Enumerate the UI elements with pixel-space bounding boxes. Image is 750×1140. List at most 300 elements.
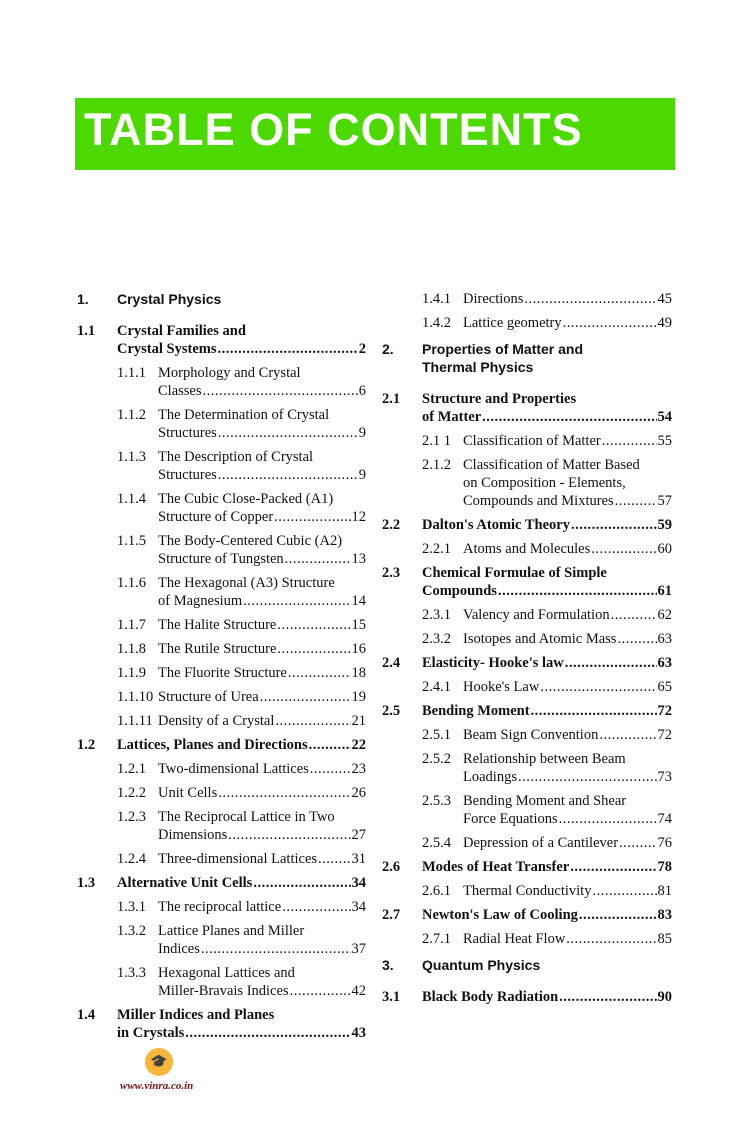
toc-entry-title	[463, 930, 672, 948]
toc-page-number: 6	[358, 383, 366, 399]
toc-entry-title	[463, 314, 672, 332]
toc-title-text: Classification of Matter Based	[463, 457, 640, 473]
toc-title-line	[158, 760, 366, 778]
toc-entry-number: 3.1	[382, 989, 401, 1005]
toc-title-line	[463, 456, 672, 474]
toc-page-number: 12	[351, 509, 366, 525]
dot-leader	[318, 850, 350, 868]
toc-section-entry[interactable]	[382, 516, 672, 534]
toc-subsection-entry[interactable]	[77, 448, 366, 484]
toc-title-line	[158, 424, 366, 442]
toc-entry-title	[422, 702, 672, 720]
toc-page-number: 73	[657, 769, 672, 785]
toc-chapter-entry[interactable]	[382, 956, 672, 974]
toc-subsection-entry[interactable]	[77, 640, 366, 658]
toc-subsection-entry[interactable]	[382, 432, 672, 450]
toc-page-number: 76	[657, 835, 672, 851]
toc-page-number: 78	[657, 859, 672, 875]
toc-entry-title	[117, 1006, 366, 1042]
toc-subsection-entry[interactable]	[382, 606, 672, 624]
toc-subsection-entry[interactable]	[77, 760, 366, 778]
toc-page-number: 16	[351, 641, 366, 657]
dot-leader	[282, 898, 350, 916]
toc-entry-title	[117, 322, 366, 358]
toc-entry-number: 1.2.4	[117, 851, 146, 867]
dot-leader	[563, 314, 657, 332]
toc-title-text: Structure and Properties	[422, 391, 577, 407]
toc-page-number: 34	[351, 875, 366, 891]
dot-leader	[579, 906, 657, 924]
toc-page-number: 61	[657, 583, 672, 599]
toc-section-entry[interactable]	[382, 702, 672, 720]
toc-entry-number: 1.2.1	[117, 761, 146, 777]
toc-entry-number: 1.1.8	[117, 641, 146, 657]
toc-entry-title	[158, 664, 366, 682]
toc-title-text: Two-dimensional Lattices	[158, 761, 309, 777]
toc-entry-number: 1.1.6	[117, 575, 146, 591]
toc-chapter-entry[interactable]	[382, 340, 672, 376]
toc-section-entry[interactable]	[382, 390, 672, 426]
toc-subsection-entry[interactable]	[77, 808, 366, 844]
toc-title-line	[158, 808, 366, 826]
toc-title-text: The Body-Centered Cubic (A2)	[158, 533, 343, 549]
toc-page-number: 42	[351, 983, 366, 999]
dot-leader	[290, 982, 351, 1000]
toc-title-line	[422, 340, 672, 358]
toc-title-text: Unit Cells	[158, 785, 218, 801]
toc-title-text: Bending Moment and Shear	[463, 793, 627, 809]
dot-leader	[218, 466, 358, 484]
toc-title-text: Lattices, Planes and Directions	[117, 737, 308, 753]
toc-entry-title	[117, 874, 366, 892]
toc-title-text: The Rutile Structure	[158, 641, 277, 657]
toc-subsection-entry[interactable]	[77, 490, 366, 526]
toc-entry-number: 2.3.1	[422, 607, 451, 623]
toc-title-text: Hooke's Law	[463, 679, 540, 695]
toc-subsection-entry[interactable]	[77, 784, 366, 802]
toc-title-line	[158, 592, 366, 610]
toc-chapter-entry[interactable]	[77, 290, 366, 308]
dot-leader	[217, 340, 357, 358]
toc-title-line	[463, 678, 672, 696]
toc-title-line	[158, 640, 366, 658]
toc-entry-number: 1.2.2	[117, 785, 146, 801]
toc-subsection-entry[interactable]	[77, 574, 366, 610]
toc-title-line	[463, 432, 672, 450]
toc-title-text: Properties of Matter and	[422, 341, 584, 357]
page-title: TABLE OF CONTENTS	[84, 104, 583, 155]
toc-title-line	[158, 982, 366, 1000]
dot-leader	[309, 736, 351, 754]
toc-entry-title	[158, 448, 366, 484]
toc-entry-title	[422, 390, 672, 426]
toc-title-text: The Fluorite Structure	[158, 665, 287, 681]
toc-title-text: The reciprocal lattice	[158, 899, 282, 915]
toc-title-line	[158, 616, 366, 634]
toc-entry-number: 2.7	[382, 907, 401, 923]
toc-title-text: Thermal Physics	[422, 359, 534, 375]
toc-entry-title	[463, 290, 672, 308]
toc-title-line	[117, 1006, 366, 1024]
toc-entry-number: 2.5.1	[422, 727, 451, 743]
toc-page-number: 2	[358, 341, 366, 357]
toc-subsection-entry[interactable]	[382, 678, 672, 696]
toc-page-number: 31	[351, 851, 366, 867]
toc-title-text: Structure of Urea	[158, 689, 259, 705]
toc-entry-number: 2.2.1	[422, 541, 451, 557]
toc-page-number: 59	[657, 517, 672, 533]
dot-leader	[277, 616, 350, 634]
toc-entry-number: 1.1.4	[117, 491, 146, 507]
toc-subsection-entry[interactable]	[77, 364, 366, 400]
toc-title-line	[158, 382, 366, 400]
toc-title-text: Quantum Physics	[422, 957, 541, 973]
toc-subsection-entry[interactable]	[382, 930, 672, 948]
toc-page-number: 54	[657, 409, 672, 425]
dot-leader	[565, 654, 657, 672]
toc-section-entry[interactable]	[382, 858, 672, 876]
toc-title-line	[463, 768, 672, 786]
toc-title-text: Indices	[158, 941, 200, 957]
toc-section-entry[interactable]	[382, 654, 672, 672]
dot-leader	[498, 582, 657, 600]
dot-leader	[218, 784, 350, 802]
toc-entry-number: 1.1.2	[117, 407, 146, 423]
toc-title-text: Crystal Families and	[117, 323, 246, 339]
footer-website[interactable]: www.vinra.co.in	[120, 1080, 194, 1092]
toc-entry-number: 1.2.3	[117, 809, 146, 825]
toc-subsection-entry[interactable]	[77, 616, 366, 634]
toc-entry-number: 1.3.2	[117, 923, 146, 939]
toc-title-text: Beam Sign Convention	[463, 727, 599, 743]
toc-title-text: Miller-Bravais Indices	[158, 983, 289, 999]
dot-leader	[524, 290, 656, 308]
toc-subsection-entry[interactable]	[382, 726, 672, 744]
toc-title-text: Lattice geometry	[463, 315, 562, 331]
toc-page-number: 22	[351, 737, 366, 753]
toc-title-line	[463, 726, 672, 744]
dot-leader	[599, 726, 656, 744]
toc-title-line	[422, 358, 672, 376]
toc-page-number: 19	[351, 689, 366, 705]
toc-entry-number: 2.1 1	[422, 433, 451, 449]
toc-page-number: 63	[657, 631, 672, 647]
toc-title-text: Alternative Unit Cells	[117, 875, 253, 891]
toc-section-entry[interactable]	[382, 564, 672, 600]
toc-subsection-entry[interactable]	[77, 964, 366, 1000]
toc-entry-title	[158, 364, 366, 400]
toc-page-number: 57	[657, 493, 672, 509]
toc-title-line	[463, 290, 672, 308]
toc-title-line	[158, 964, 366, 982]
toc-entry-title	[463, 882, 672, 900]
toc-page-number: 83	[657, 907, 672, 923]
toc-entry-title	[158, 574, 366, 610]
toc-section-entry[interactable]	[382, 988, 672, 1006]
toc-page-number: 74	[657, 811, 672, 827]
toc-title-line	[463, 630, 672, 648]
toc-entry-number: 1.4.1	[422, 291, 451, 307]
toc-title-text: Radial Heat Flow	[463, 931, 566, 947]
toc-entry-number: 1.1.1	[117, 365, 146, 381]
toc-section-entry[interactable]	[382, 906, 672, 924]
toc-title-text: Depression of a Cantilever	[463, 835, 619, 851]
dot-leader	[559, 810, 657, 828]
dot-leader	[592, 882, 656, 900]
toc-entry-number: 2.6	[382, 859, 401, 875]
toc-subsection-entry[interactable]	[382, 750, 672, 786]
toc-entry-title	[117, 290, 366, 308]
toc-title-line	[158, 490, 366, 508]
toc-title-text: Elasticity- Hooke's law	[422, 655, 564, 671]
toc-title-line	[158, 850, 366, 868]
toc-section-entry[interactable]	[77, 1006, 366, 1042]
toc-subsection-entry[interactable]	[77, 532, 366, 568]
toc-title-text: Thermal Conductivity	[463, 883, 592, 899]
dot-leader	[518, 768, 657, 786]
toc-page-number: 9	[358, 467, 366, 483]
toc-entry-title	[158, 712, 366, 730]
toc-entry-number: 1.1.3	[117, 449, 146, 465]
dot-leader	[531, 702, 657, 720]
toc-title-text: Force Equations	[463, 811, 558, 827]
toc-title-line	[158, 940, 366, 958]
toc-title-line	[422, 906, 672, 924]
toc-entry-number: 1.1.9	[117, 665, 146, 681]
toc-title-line	[117, 340, 366, 358]
toc-title-line	[422, 564, 672, 582]
toc-entry-title	[422, 340, 672, 376]
dot-leader	[260, 688, 351, 706]
dot-leader	[611, 606, 657, 624]
toc-entry-number: 2.5.4	[422, 835, 451, 851]
toc-page-number: 23	[351, 761, 366, 777]
toc-entry-title	[158, 532, 366, 568]
toc-entry-title	[463, 834, 672, 852]
toc-title-text: Structures	[158, 425, 217, 441]
toc-section-entry[interactable]	[77, 874, 366, 892]
toc-title-text: Crystal Physics	[117, 291, 222, 307]
toc-entry-number: 2.4.1	[422, 679, 451, 695]
toc-entry-number: 2.1.2	[422, 457, 451, 473]
toc-subsection-entry[interactable]	[77, 688, 366, 706]
toc-entry-number: 1.1.5	[117, 533, 146, 549]
toc-left-column	[77, 290, 366, 1048]
toc-title-text: Classes	[158, 383, 202, 399]
toc-title-line	[463, 474, 672, 492]
toc-entry-number: 1.3.1	[117, 899, 146, 915]
toc-subsection-entry[interactable]	[382, 540, 672, 558]
toc-entry-title	[158, 964, 366, 1000]
toc-subsection-entry[interactable]	[77, 664, 366, 682]
toc-title-line	[422, 988, 672, 1006]
toc-entry-title	[422, 988, 672, 1006]
toc-title-text: Dalton's Atomic Theory	[422, 517, 570, 533]
dot-leader	[619, 834, 656, 852]
toc-title-line	[158, 784, 366, 802]
dot-leader	[559, 988, 656, 1006]
toc-entry-title	[463, 540, 672, 558]
dot-leader	[285, 550, 351, 568]
toc-entry-title	[158, 616, 366, 634]
toc-subsection-entry[interactable]	[382, 456, 672, 510]
toc-entry-title	[422, 564, 672, 600]
toc-title-line	[422, 582, 672, 600]
dot-leader	[185, 1024, 350, 1042]
toc-title-text: Morphology and Crystal	[158, 365, 301, 381]
dot-leader	[570, 858, 656, 876]
toc-page-number: 63	[657, 655, 672, 671]
toc-subsection-entry[interactable]	[382, 314, 672, 332]
toc-page-number: 49	[657, 315, 672, 331]
toc-subsection-entry[interactable]	[382, 882, 672, 900]
toc-entry-title	[422, 906, 672, 924]
toc-subsection-entry[interactable]	[382, 792, 672, 828]
toc-entry-number: 2.4	[382, 655, 401, 671]
toc-title-text: in Crystals	[117, 1025, 185, 1041]
toc-entry-number: 1.1.11	[117, 713, 153, 729]
toc-page-number: 81	[657, 883, 672, 899]
toc-entry-title	[158, 406, 366, 442]
toc-title-line	[158, 406, 366, 424]
toc-subsection-entry[interactable]	[77, 712, 366, 730]
toc-entry-number: 3.	[382, 957, 394, 973]
toc-title-line	[422, 858, 672, 876]
dot-leader	[566, 930, 656, 948]
toc-page-number: 43	[351, 1025, 366, 1041]
toc-entry-number: 2.5.3	[422, 793, 451, 809]
toc-title-line	[158, 826, 366, 844]
toc-entry-title	[463, 606, 672, 624]
toc-title-text: on Composition - Elements,	[463, 475, 626, 491]
toc-entry-title	[463, 630, 672, 648]
toc-subsection-entry[interactable]	[77, 922, 366, 958]
toc-title-text: Crystal Systems	[117, 341, 217, 357]
toc-section-entry[interactable]	[77, 736, 366, 754]
toc-title-text: Structure of Tungsten	[158, 551, 284, 567]
toc-subsection-entry[interactable]	[77, 406, 366, 442]
toc-title-line	[158, 922, 366, 940]
toc-title-line	[463, 810, 672, 828]
toc-title-line	[117, 736, 366, 754]
toc-title-line	[158, 898, 366, 916]
toc-entry-title	[158, 784, 366, 802]
toc-subsection-entry[interactable]	[77, 850, 366, 868]
toc-page-number: 9	[358, 425, 366, 441]
toc-title-text: Directions	[463, 291, 524, 307]
toc-title-line	[422, 702, 672, 720]
toc-entry-title	[463, 792, 672, 828]
toc-entry-title	[158, 688, 366, 706]
title-banner	[75, 98, 675, 170]
toc-title-line	[158, 712, 366, 730]
toc-entry-title	[422, 858, 672, 876]
toc-entry-number: 2.5	[382, 703, 401, 719]
toc-entry-title	[158, 490, 366, 526]
toc-title-text: The Hexagonal (A3) Structure	[158, 575, 335, 591]
toc-page-number: 85	[657, 931, 672, 947]
toc-title-text: Black Body Radiation	[422, 989, 559, 1005]
toc-entry-number: 1.4	[77, 1007, 96, 1023]
toc-title-text: Classification of Matter	[463, 433, 601, 449]
toc-title-line	[158, 508, 366, 526]
toc-entry-number: 1.3	[77, 875, 96, 891]
dot-leader	[540, 678, 656, 696]
dot-leader	[617, 630, 656, 648]
dot-leader	[277, 640, 350, 658]
toc-subsection-entry[interactable]	[382, 290, 672, 308]
toc-right-column	[382, 290, 672, 1012]
toc-entry-title	[463, 456, 672, 510]
toc-title-line	[158, 550, 366, 568]
dot-leader	[274, 508, 350, 526]
toc-title-line	[422, 408, 672, 426]
toc-title-line	[158, 664, 366, 682]
toc-entry-title	[117, 736, 366, 754]
toc-entry-number: 2.7.1	[422, 931, 451, 947]
toc-entry-number: 2.6.1	[422, 883, 451, 899]
toc-page-number: 72	[657, 727, 672, 743]
toc-subsection-entry[interactable]	[382, 630, 672, 648]
toc-title-line	[463, 930, 672, 948]
toc-title-line	[422, 956, 672, 974]
toc-section-entry[interactable]	[77, 322, 366, 358]
toc-entry-title	[158, 898, 366, 916]
toc-title-line	[463, 540, 672, 558]
toc-title-text: The Reciprocal Lattice in Two	[158, 809, 335, 825]
toc-title-line	[422, 516, 672, 534]
dot-leader	[310, 760, 351, 778]
dot-leader	[218, 424, 358, 442]
toc-entry-number: 1.1	[77, 323, 96, 339]
dot-leader	[615, 492, 657, 510]
toc-title-text: The Cubic Close-Packed (A1)	[158, 491, 334, 507]
dot-leader	[253, 874, 350, 892]
toc-page-number: 27	[351, 827, 366, 843]
toc-title-line	[463, 834, 672, 852]
toc-entry-title	[463, 678, 672, 696]
toc-title-line	[117, 874, 366, 892]
toc-title-text: Isotopes and Atomic Mass	[463, 631, 617, 647]
toc-page-number: 26	[351, 785, 366, 801]
toc-title-text: Loadings	[463, 769, 517, 785]
toc-title-line	[463, 750, 672, 768]
toc-entry-title	[422, 516, 672, 534]
toc-entry-number: 1.4.2	[422, 315, 451, 331]
toc-page-number: 72	[657, 703, 672, 719]
toc-title-line	[422, 390, 672, 408]
toc-title-text: Newton's Law of Cooling	[422, 907, 578, 923]
toc-subsection-entry[interactable]	[382, 834, 672, 852]
toc-title-text: Bending Moment	[422, 703, 530, 719]
toc-title-line	[158, 364, 366, 382]
toc-title-text: The Halite Structure	[158, 617, 277, 633]
toc-title-line	[158, 448, 366, 466]
toc-title-text: Valency and Formulation	[463, 607, 610, 623]
toc-page-number: 21	[351, 713, 366, 729]
toc-title-text: Dimensions	[158, 827, 228, 843]
toc-entry-title	[158, 808, 366, 844]
toc-page-number: 18	[351, 665, 366, 681]
toc-title-text: Atoms and Molecules	[463, 541, 591, 557]
toc-title-text: Chemical Formulae of Simple	[422, 565, 607, 581]
toc-page-number: 62	[657, 607, 672, 623]
toc-entry-number: 2.1	[382, 391, 401, 407]
dot-leader	[591, 540, 656, 558]
toc-entry-number: 1.3.3	[117, 965, 146, 981]
toc-subsection-entry[interactable]	[77, 898, 366, 916]
toc-title-text: Density of a Crystal	[158, 713, 275, 729]
